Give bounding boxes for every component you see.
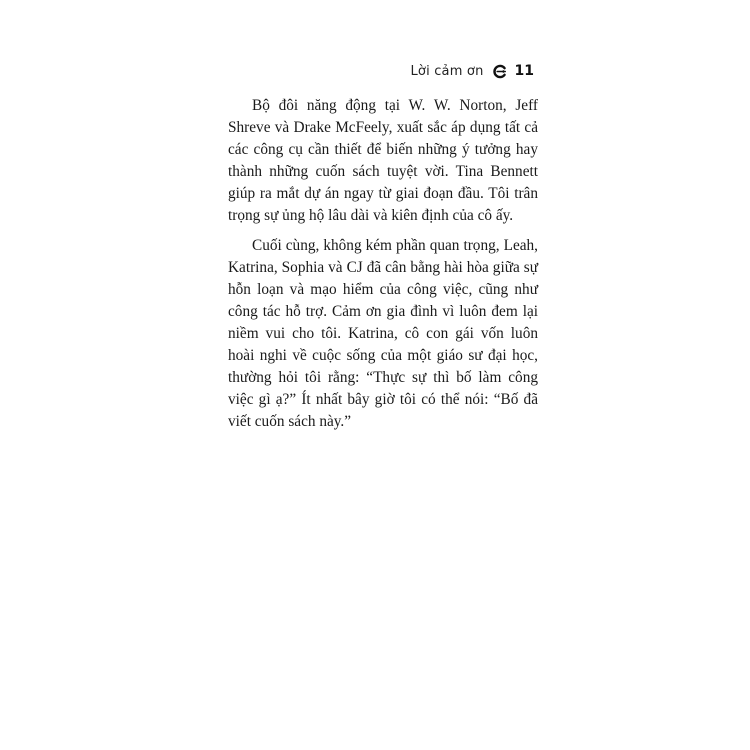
chapter-title: Lời cảm ơn — [410, 63, 484, 79]
paragraph-acknowledgement-family: Cuối cùng, không kém phần quan trọng, Leah, Katrina, Sophia và CJ đã cân bằng hài hòa giữa sự hỗn loạn và mạo hiểm của công việc, cũng như công tác hỗ trợ. Cảm ơn gia đình vì luôn đem lại niềm vui cho tôi. Katrina, cô con gái vốn luôn hoài nghi về cuộc sống của một giáo sư đại học, thường hỏi tôi rằng: “Thực sự thì bố làm công việc gì ạ?” Ít nhất bây giờ tôi có thể nói: “Bố đã viết cuốn sách này.” — [228, 237, 538, 430]
page-number: 11 — [514, 63, 534, 79]
running-header — [410, 60, 534, 82]
paragraph-acknowledgement-norton: Bộ đôi năng động tại W. W. Norton, Jeff Shreve và Drake McFeely, xuất sắc áp dụng tất cả các công cụ cần thiết để biến những ý tưởng hay thành những cuốn sách tuyệt vời. Tina Bennett giúp ra mắt dự án ngay từ giai đoạn đầu. Tôi trân trọng sự ủng hộ lâu dài và kiên định của cô ấy. — [228, 97, 538, 224]
body-text — [228, 95, 538, 442]
crescent-arrow-icon — [492, 64, 507, 79]
